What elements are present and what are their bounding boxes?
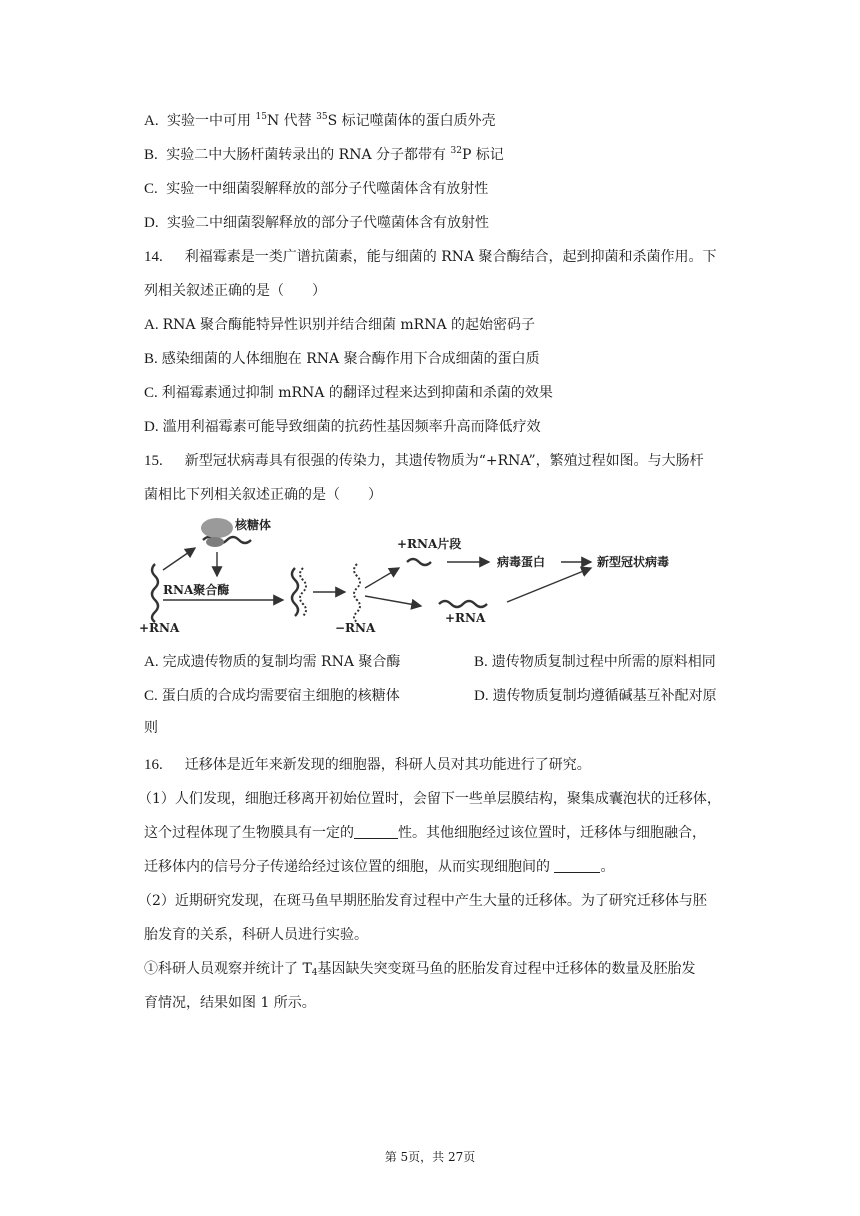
- q16-part1-line2: [144, 823, 706, 843]
- stem-text: 菌相比下列相关叙述正确的是（ ）: [144, 487, 382, 503]
- option-letter: C.: [144, 181, 158, 197]
- label-virus-protein: 病毒蛋白: [497, 555, 546, 569]
- label-polymerase: RNA聚合酶: [163, 583, 230, 597]
- option-text: 则: [144, 720, 158, 736]
- q13-option-b: [144, 145, 504, 165]
- q15-stem-cont: [144, 485, 382, 505]
- plus-rna-fragment: [407, 559, 431, 565]
- option-text: 利福霉素通过抑制 mRNA 的翻译过程来达到抑菌和杀菌的效果: [161, 385, 553, 401]
- ribosome-small-subunit: [206, 537, 224, 547]
- isotope-mass: 15: [255, 112, 267, 122]
- question-number: 16.: [144, 757, 163, 773]
- option-text: 实验二中大肠杆菌转录出的 RNA 分子都带有: [166, 147, 451, 163]
- option-text: 感染细菌的人体细胞在 RNA 聚合酶作用下合成细菌的蛋白质: [161, 351, 540, 367]
- q15-option-b: [474, 652, 716, 672]
- q14-stem: [144, 247, 717, 267]
- answer-blank-2[interactable]: [554, 858, 600, 873]
- q15-option-a: [144, 652, 400, 672]
- option-text: 完成遗传物质的复制均需 RNA 聚合酶: [162, 654, 401, 670]
- option-text: P 标记: [461, 147, 504, 163]
- option-letter: B.: [474, 654, 488, 670]
- plus-rna-strand: [152, 564, 158, 622]
- q16-stem: [144, 755, 591, 775]
- stem-text: 迁移体是近年来新发现的细胞器，科研人员对其功能进行了研究。: [184, 757, 591, 773]
- plus-rna-right: [439, 601, 487, 607]
- option-text: 实验二中细菌裂解释放的部分子代噬菌体含有放射性: [167, 215, 490, 231]
- label-ribosome: 核糖体: [235, 518, 272, 532]
- option-letter: B.: [144, 351, 158, 367]
- option-letter: D.: [474, 688, 489, 704]
- duplex-strand: [292, 568, 298, 616]
- q16-part1-line1: [138, 789, 721, 809]
- label-plus-rna-left: +RNA: [139, 621, 180, 635]
- virus-replication-diagram: [135, 512, 695, 644]
- q14-stem-cont: [144, 281, 326, 301]
- paragraph-text: 。: [600, 859, 615, 875]
- option-text: 蛋白质的合成均需要宿主细胞的核糖体: [161, 688, 400, 704]
- paragraph-text: 基因缺失突变斑马鱼的胚胎发育过程中迁移体的数量及胚胎发: [317, 961, 696, 977]
- q15-option-d-wrap: [144, 718, 158, 738]
- option-letter: A.: [144, 654, 159, 670]
- page-footer: 第 5页，共 27页: [384, 1150, 476, 1164]
- option-text: 遗传物质复制均遵循碱基互补配对原: [492, 688, 717, 704]
- paragraph-text: 迁移体内的信号分子传递给经过该位置的细胞，从而实现细胞间的: [144, 859, 555, 875]
- q14-option-d: [144, 417, 541, 437]
- paragraph-text: 性。其他细胞经过该位置时，迁移体与细胞融合，: [398, 825, 706, 841]
- label-minus-rna: −RNA: [335, 621, 376, 635]
- duplex-complement: [300, 568, 306, 616]
- stem-text: 利福霉素是一类广谱抗菌素，能与细菌的 RNA 聚合酶结合，起到抑菌和杀菌作用。下: [184, 249, 717, 265]
- gene-subscript: 4: [311, 968, 318, 978]
- paragraph-text: （1）人们发现，细胞迁移离开初始位置时，会留下一些单层膜结构，聚集成囊泡状的迁移体，: [138, 791, 721, 807]
- stem-text: 列相关叙述正确的是（ ）: [144, 283, 326, 299]
- option-letter: A.: [144, 317, 159, 333]
- option-letter: A.: [144, 113, 159, 129]
- option-letter: C.: [144, 385, 158, 401]
- label-plus-rna-fragment: +RNA片段: [397, 537, 462, 551]
- q16-part3-line1: [144, 959, 696, 979]
- paragraph-text: 育情况，结果如图 1 所示。: [144, 995, 316, 1011]
- option-text: 实验一中细菌裂解释放的部分子代噬菌体含有放射性: [166, 181, 489, 197]
- option-letter: C.: [144, 688, 158, 704]
- q13-option-a: [144, 111, 496, 131]
- arrow-to-ribosome: [163, 548, 195, 570]
- arrow-to-fragment: [365, 568, 399, 588]
- option-text: 滥用利福霉素可能导致细菌的抗药性基因频率升高而降低疗效: [162, 419, 541, 435]
- q14-option-b: [144, 349, 540, 369]
- option-text: 遗传物质复制过程中所需的原料相同: [491, 654, 716, 670]
- option-text: 实验一中可用: [167, 113, 256, 129]
- stem-text: 新型冠状病毒具有很强的传染力，其遗传物质为“+RNA”，繁殖过程如图。与大肠杆: [184, 453, 704, 469]
- paragraph-text: ①科研人员观察并统计了 T: [144, 961, 312, 977]
- label-new-virus: 新型冠状病毒: [597, 555, 670, 569]
- q14-option-a: [144, 315, 535, 335]
- option-text: S 标记噬菌体的蛋白质外壳: [327, 113, 496, 129]
- option-letter: D.: [144, 419, 159, 435]
- minus-rna-strand: [354, 564, 360, 622]
- q13-option-d: [144, 213, 489, 233]
- isotope-mass: 35: [316, 112, 328, 122]
- q16-part3-line2: [144, 993, 316, 1013]
- option-text: N 代替: [266, 113, 317, 129]
- paragraph-text: 这个过程体现了生物膜具有一定的: [144, 825, 354, 841]
- arrow-to-plus-rna: [365, 596, 421, 606]
- q13-option-c: [144, 179, 488, 199]
- label-plus-rna-right: +RNA: [445, 611, 486, 625]
- isotope-mass: 32: [450, 146, 462, 156]
- q16-part2-line2: [144, 925, 368, 945]
- q16-part2-line1: [138, 891, 707, 911]
- paragraph-text: 胎发育的关系，科研人员进行实验。: [144, 927, 368, 943]
- q15-stem: [144, 451, 704, 471]
- q16-part1-line3: [144, 857, 614, 877]
- ribosome-icon: [201, 518, 233, 538]
- q15-option-c: [144, 686, 400, 706]
- option-letter: D.: [144, 215, 159, 231]
- paragraph-text: （2）近期研究发现，在斑马鱼早期胚胎发育过程中产生大量的迁移体。为了研究迁移体与胚: [138, 893, 707, 909]
- q14-option-c: [144, 383, 553, 403]
- question-number: 14.: [144, 249, 163, 265]
- answer-blank-1[interactable]: [354, 824, 398, 839]
- option-text: RNA 聚合酶能特异性识别并结合细菌 mRNA 的起始密码子: [162, 317, 536, 333]
- question-number: 15.: [144, 453, 163, 469]
- option-letter: B.: [144, 147, 158, 163]
- q15-option-d: [474, 686, 717, 706]
- arrow-assembly: [507, 568, 591, 602]
